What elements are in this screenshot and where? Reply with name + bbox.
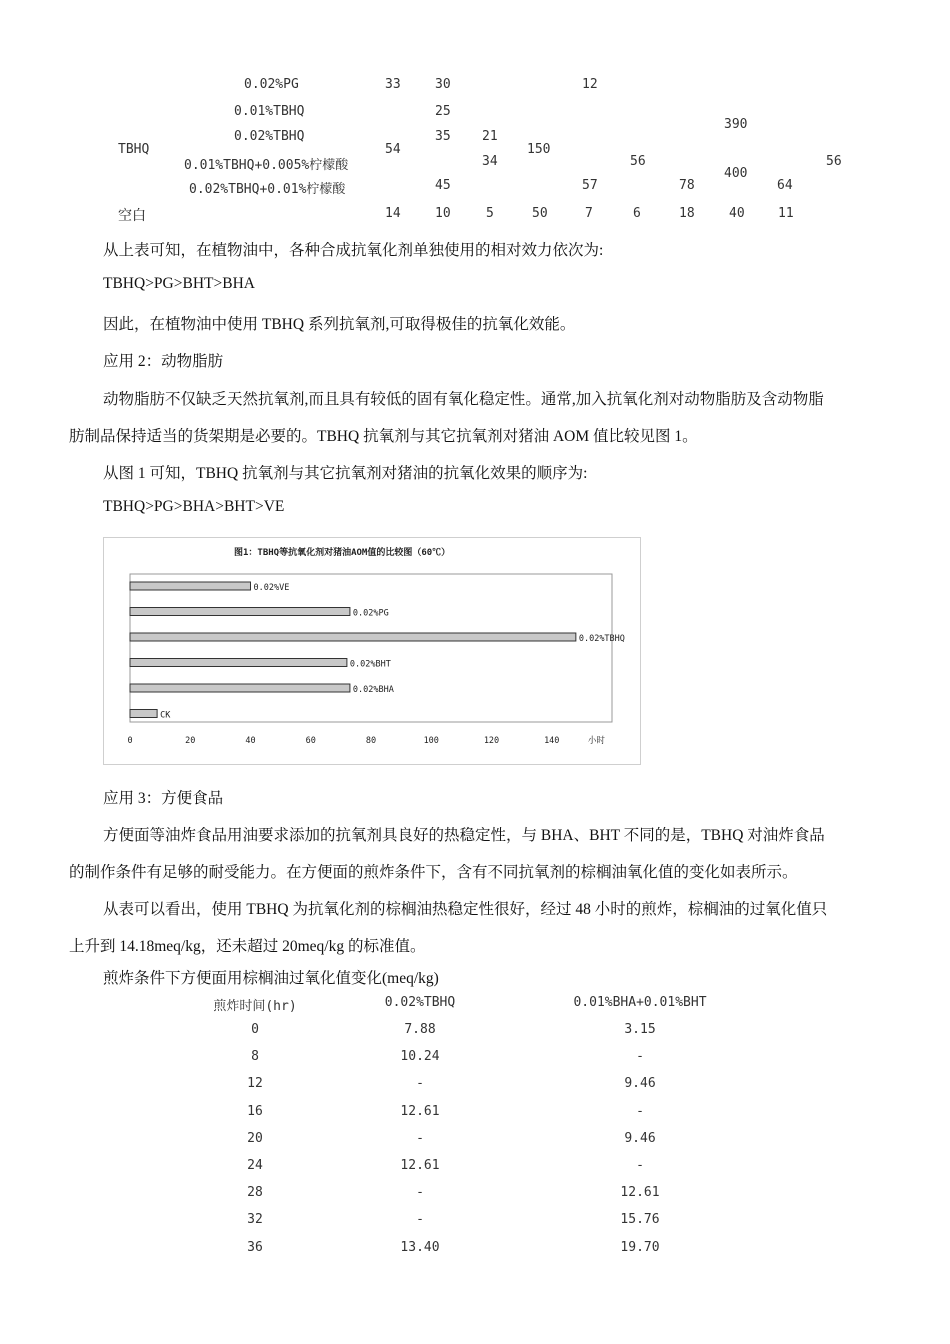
table-cell: 56 xyxy=(826,154,842,169)
bar-label: 0.02%TBHQ xyxy=(578,634,625,644)
table-header: 0.02%TBHQ xyxy=(384,995,456,1010)
table-row-label: 0.02%PG xyxy=(244,77,299,92)
table-cell: 25 xyxy=(435,104,451,119)
table-cell: 40 xyxy=(729,206,745,221)
x-tick-label: 0 xyxy=(127,736,133,746)
paragraph: 肪制品保持适当的货架期是必要的。TBHQ 抗氧剂与其它抗氧剂对猪油 AOM 值比较见图 1。 xyxy=(69,428,698,445)
table-cell: 13.40 xyxy=(400,1239,440,1255)
x-axis-label: 小时 xyxy=(587,736,605,746)
group-label: TBHQ xyxy=(118,142,150,157)
x-tick-label: 140 xyxy=(544,736,560,746)
x-tick-label: 40 xyxy=(245,736,256,746)
bar-label: 0.02%PG xyxy=(352,608,389,619)
table-cell: 10.24 xyxy=(400,1049,440,1065)
table-cell: - xyxy=(416,1130,424,1146)
table-row-label: 0.01%TBHQ xyxy=(234,104,305,119)
x-tick-label: 20 xyxy=(185,736,196,746)
table-cell: 390 xyxy=(724,117,748,132)
bar-label: 0.02%VE xyxy=(253,583,290,593)
table-cell: 64 xyxy=(777,178,793,193)
paragraph: 从上表可知，在植物油中，各种合成抗氧化剂单独使用的相对效力依次为: xyxy=(103,242,604,259)
table-cell: 7 xyxy=(585,206,593,221)
chart-svg xyxy=(104,538,640,764)
bar-label: 0.02%BHT xyxy=(349,659,391,670)
chart-title: 图1：TBHQ等抗氧化剂对猪油AOM值的比较图（60℃） xyxy=(234,548,451,558)
table-cell: 11 xyxy=(778,206,794,221)
table-cell: 54 xyxy=(385,142,401,157)
table-cell: - xyxy=(636,1049,644,1065)
table-row-label: 空白 xyxy=(118,208,146,224)
table-row-label: 0.02%TBHQ xyxy=(234,129,305,144)
table-cell: 32 xyxy=(247,1212,263,1228)
aom-bar-chart xyxy=(103,537,641,765)
table-header: 0.01%BHA+0.01%BHT xyxy=(573,995,707,1010)
paragraph: 从图 1 可知，TBHQ 抗氧剂与其它抗氧剂对猪油的抗氧化效果的顺序为: xyxy=(103,465,588,482)
section-heading: 应用 2：动物脂肪 xyxy=(103,353,224,370)
bar xyxy=(130,710,157,718)
table-cell: 10 xyxy=(435,206,451,221)
table-cell: 8 xyxy=(251,1049,259,1065)
table-cell: 9.46 xyxy=(624,1130,656,1146)
table-cell: 50 xyxy=(532,206,548,221)
table-row-label: 0.02%TBHQ+0.01%柠檬酸 xyxy=(189,182,346,197)
table-cell: 57 xyxy=(582,178,598,193)
table-cell: 6 xyxy=(633,206,641,221)
table-cell: 0 xyxy=(251,1022,259,1037)
table-cell: 150 xyxy=(527,142,551,157)
paragraph: 动物脂肪不仅缺乏天然抗氧剂,而且具有较低的固有氧化稳定性。通常,加入抗氧化剂对动物脂肪及含动物脂 xyxy=(103,391,824,408)
bar xyxy=(130,684,350,692)
bar xyxy=(130,608,350,616)
paragraph: 从表可以看出，使用 TBHQ 为抗氧化剂的棕榈油热稳定性很好，经过 48 小时的煎炸，棕榈油的过氧化值只 xyxy=(103,901,828,918)
paragraph: 上升到 14.18meq/kg，还未超过 20meq/kg 的标准值。 xyxy=(69,938,426,955)
table-cell: - xyxy=(416,1212,424,1228)
table-cell: 12.61 xyxy=(620,1185,660,1201)
bar xyxy=(130,633,576,641)
table-cell: 12.61 xyxy=(400,1158,440,1173)
table-cell: 45 xyxy=(435,178,451,193)
table-header: 煎炸时间(hr) xyxy=(213,999,297,1014)
paragraph: 因此，在植物油中使用 TBHQ 系列抗氧剂,可取得极佳的抗氧化效能。 xyxy=(103,316,576,333)
paragraph: 方便面等油炸食品用油要求添加的抗氧剂具良好的热稳定性，与 BHA、BHT 不同的是，TBHQ 对油炸食品 xyxy=(103,827,825,844)
table-cell: 34 xyxy=(482,154,498,169)
table-cell: 18 xyxy=(679,206,695,221)
bar-label: CK xyxy=(160,710,171,721)
table-cell: 21 xyxy=(482,129,498,144)
table-cell: 16 xyxy=(247,1103,263,1119)
section-heading: 应用 3：方便食品 xyxy=(103,790,224,807)
table-cell: 12.61 xyxy=(400,1103,440,1119)
x-tick-label: 80 xyxy=(365,736,377,746)
table-cell: - xyxy=(416,1185,424,1201)
table-cell: 9.46 xyxy=(624,1076,656,1092)
table-cell: 36 xyxy=(247,1239,263,1255)
table-cell: 30 xyxy=(435,77,451,92)
paragraph: 的制作条件有足够的耐受能力。在方便面的煎炸条件下，含有不同抗氧剂的棕榈油氧化值的变化如表所示。 xyxy=(69,864,798,881)
ranking-text: TBHQ>PG>BHT>BHA xyxy=(103,275,255,292)
x-tick-label: 100 xyxy=(423,736,439,746)
table-cell: 5 xyxy=(486,206,494,221)
table-cell: 19.70 xyxy=(620,1239,660,1255)
table-cell: 12 xyxy=(247,1076,263,1092)
bar xyxy=(130,659,347,667)
table-row-label: 0.01%TBHQ+0.005%柠檬酸 xyxy=(184,158,349,173)
x-tick-label: 60 xyxy=(305,736,316,746)
table-cell: 24 xyxy=(247,1158,263,1173)
table-cell: 400 xyxy=(724,166,748,181)
table-cell: 78 xyxy=(679,178,695,193)
table-cell: 12 xyxy=(582,77,598,92)
table-cell: 56 xyxy=(630,154,646,169)
table-caption: 煎炸条件下方便面用棕榈油过氧化值变化(meq/kg) xyxy=(103,970,439,987)
table-cell: 28 xyxy=(247,1185,263,1201)
table-cell: 20 xyxy=(247,1130,263,1146)
table-cell: - xyxy=(636,1158,644,1173)
table-cell: - xyxy=(636,1103,644,1119)
table-cell: 14 xyxy=(385,206,401,221)
ranking-text: TBHQ>PG>BHA>BHT>VE xyxy=(103,498,285,515)
bar-label: 0.02%BHA xyxy=(352,685,394,695)
bar xyxy=(130,582,251,590)
table-cell: 3.15 xyxy=(624,1022,656,1037)
table-cell: 33 xyxy=(385,77,401,92)
table-cell: 35 xyxy=(435,129,451,144)
plot-area xyxy=(130,574,612,722)
x-tick-label: 120 xyxy=(483,736,500,746)
table-cell: 7.88 xyxy=(404,1022,436,1037)
table-cell: 15.76 xyxy=(620,1212,660,1228)
table-cell: - xyxy=(416,1076,424,1092)
